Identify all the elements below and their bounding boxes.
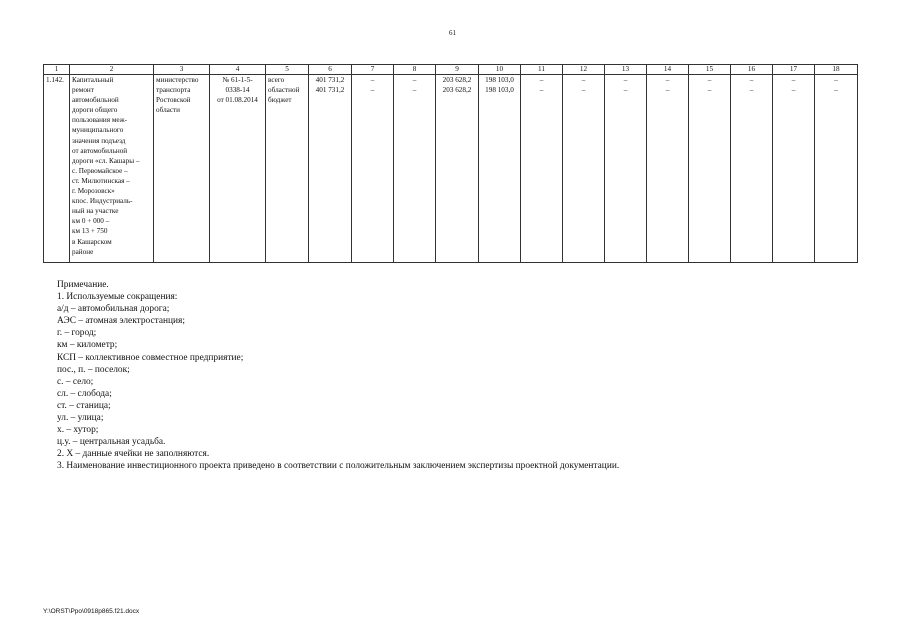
note-line: ц.у. – центральная усадьба. — [57, 437, 166, 448]
cell-line: ремонт — [72, 86, 94, 95]
col-header: 12 — [563, 65, 605, 75]
col-header: 1 — [44, 65, 70, 75]
cell-line: 198 103,0 — [485, 76, 514, 84]
cell-line: 203 628,2 — [442, 86, 472, 95]
cell-line: Ростовской — [156, 96, 191, 105]
cell-line: транспорта — [156, 86, 191, 95]
cell-line: – — [707, 76, 712, 84]
note-line: 2. Х – данные ячейки не заполняются. — [57, 449, 210, 460]
cell-line: областной — [268, 86, 300, 95]
row-id: 1.142. — [44, 75, 70, 263]
cell-line: кпос. Индустриаль- — [72, 197, 133, 206]
cell-line: от 01.08.2014 — [217, 96, 258, 105]
note-line: 1. Используемые сокращения: — [57, 292, 178, 303]
col10-cell — [479, 75, 521, 263]
note-line: а/д – автомобильная дорога; — [57, 304, 170, 315]
note-line: г. – город; — [57, 328, 97, 339]
cell-line: км 13 + 750 — [72, 227, 108, 236]
cell-line: ный на участке — [72, 207, 119, 216]
cell-line: с. Первомайское – — [72, 166, 128, 175]
cell-line: – — [581, 86, 586, 95]
cell-line: в Кашарском — [72, 237, 112, 246]
cell-line: районе — [72, 247, 94, 256]
col11-cell — [521, 75, 563, 263]
cell-line: 401 731,2 — [315, 76, 345, 84]
col-header: 2 — [70, 65, 154, 75]
cell-line: – — [581, 76, 586, 84]
cell-line: ст. Милютинская – — [72, 176, 130, 185]
cell-line: бюджет — [268, 96, 292, 105]
cell-line: всего — [268, 76, 285, 84]
col-header: 3 — [154, 65, 210, 75]
investment-table — [43, 64, 858, 263]
cell-line: – — [791, 86, 796, 95]
cell-line: – — [623, 76, 628, 84]
note-line: х. – хутор; — [57, 425, 99, 436]
cell-line: значения подъезд — [72, 136, 126, 145]
cell-line: № 61-1-5- — [222, 76, 253, 84]
note-line: ст. – станица; — [57, 400, 111, 411]
cell-line: – — [749, 86, 754, 95]
col7-cell — [352, 75, 394, 263]
col-header: 16 — [731, 65, 773, 75]
note-line: ул. – улица; — [57, 413, 104, 424]
note-line: км – километр; — [57, 340, 118, 351]
cell-line: пользования меж- — [72, 116, 127, 125]
col6-cell — [309, 75, 352, 263]
cell-line: 198 103,0 — [485, 86, 514, 95]
note-line: 3. Наименование инвестиционного проекта приведено в соответствии с положительным заключением экспертизы проектной документации. — [57, 461, 620, 472]
cell-line: 203 628,2 — [442, 76, 472, 84]
cell-line: министерство — [156, 76, 199, 84]
cell-line: – — [791, 76, 796, 84]
col-header: 11 — [521, 65, 563, 75]
funding-source-cell — [266, 75, 309, 263]
col18-cell — [815, 75, 858, 263]
col-header: 15 — [689, 65, 731, 75]
table-row — [44, 75, 858, 263]
cell-line: г. Морозовск» — [72, 187, 115, 196]
col-header: 14 — [647, 65, 689, 75]
cell-line: 0338-14 — [225, 86, 250, 95]
cell-line: – — [412, 76, 417, 84]
col-header: 5 — [266, 65, 309, 75]
organization-cell — [154, 75, 210, 263]
note-line: пос., п. – поселок; — [57, 364, 130, 375]
cell-line: – — [665, 86, 670, 95]
note-line: с. – село; — [57, 376, 94, 387]
cell-line: Капитальный — [72, 76, 114, 84]
cell-line: – — [370, 86, 375, 95]
cell-line: км 0 + 000 – — [72, 217, 110, 226]
col14-cell — [647, 75, 689, 263]
cell-line: – — [834, 86, 838, 95]
col17-cell — [773, 75, 815, 263]
note-line: Примечание. — [57, 280, 109, 290]
note-line: сл. – слобода; — [57, 388, 112, 399]
file-path-footer: Y:\ORST\Ppo\0918p865.f21.docx — [43, 608, 140, 615]
col-header: 7 — [352, 65, 394, 75]
col12-cell — [563, 75, 605, 263]
page-number: 61 — [449, 29, 456, 37]
cell-line: – — [665, 76, 670, 84]
document-cell — [210, 75, 266, 263]
col13-cell — [605, 75, 647, 263]
col15-cell — [689, 75, 731, 263]
notes-block — [57, 279, 847, 473]
cell-line: области — [156, 106, 181, 115]
col-header: 13 — [605, 65, 647, 75]
project-name-cell — [70, 75, 154, 263]
col-header: 6 — [309, 65, 352, 75]
cell-line: – — [370, 76, 375, 84]
cell-line: – — [623, 86, 628, 95]
col-header: 4 — [210, 65, 266, 75]
col16-cell — [731, 75, 773, 263]
cell-line: муниципального — [72, 126, 124, 135]
cell-line: автомобильной — [72, 96, 119, 105]
cell-line: – — [412, 86, 417, 95]
cell-line: дороги «сл. Кашары – — [72, 156, 140, 165]
cell-line: – — [834, 76, 838, 84]
cell-line: от автомобильной — [72, 146, 128, 155]
note-line: КСП – коллективное совместное предприятие; — [57, 352, 244, 363]
col-header: 8 — [394, 65, 436, 75]
cell-line: – — [707, 86, 712, 95]
col8-cell — [394, 75, 436, 263]
col-header: 18 — [815, 65, 858, 75]
cell-line: – — [539, 86, 544, 95]
col-header: 9 — [436, 65, 479, 75]
cell-line: дороги общего — [72, 106, 118, 115]
col-header: 10 — [479, 65, 521, 75]
table-header-row — [44, 65, 858, 75]
cell-line: – — [539, 76, 544, 84]
col9-cell — [436, 75, 479, 263]
cell-line: – — [749, 76, 754, 84]
cell-line: 401 731,2 — [315, 86, 345, 95]
col-header: 17 — [773, 65, 815, 75]
note-line: АЭС – атомная электростанция; — [57, 316, 185, 327]
